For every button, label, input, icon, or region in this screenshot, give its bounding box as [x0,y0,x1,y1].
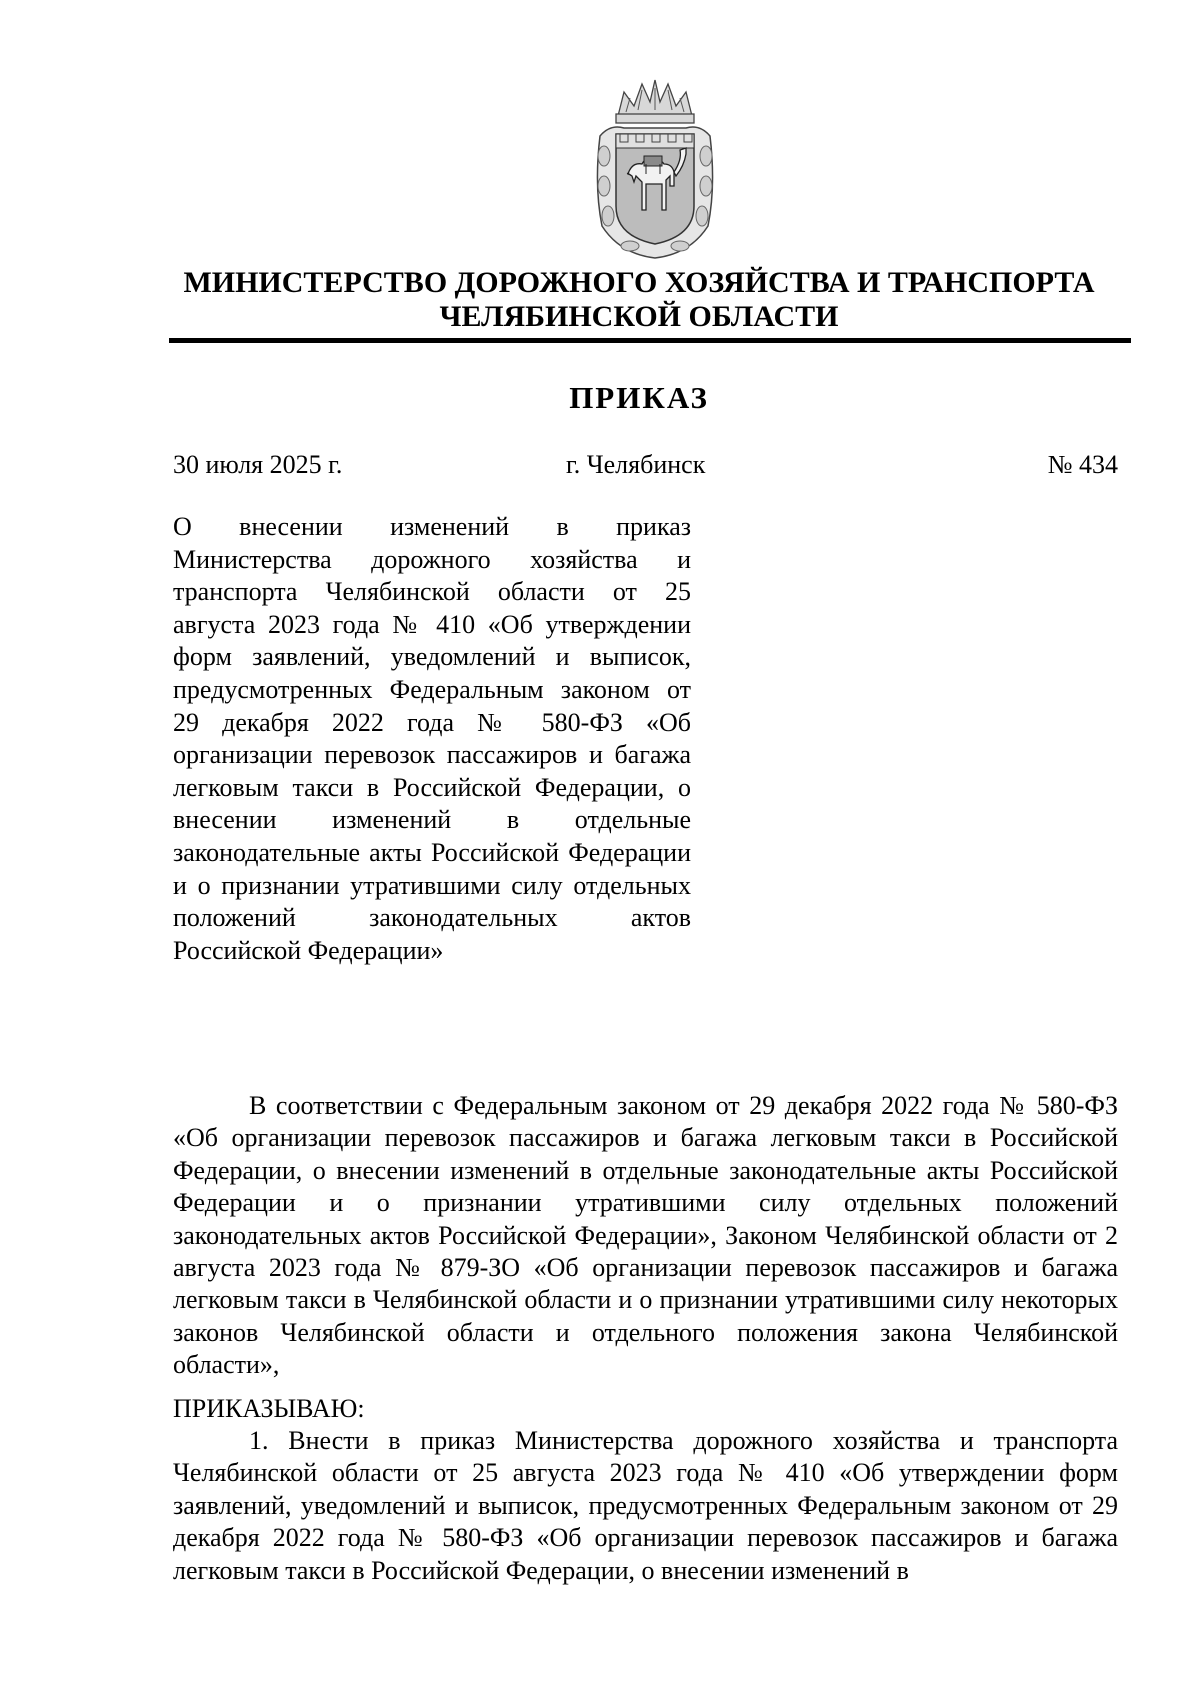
chelyabinsk-coat-of-arms-icon [590,76,720,260]
order-command: ПРИКАЗЫВАЮ: [173,1394,365,1423]
order-item-1: 1. Внести в приказ Министерства дорожного хозяйства и транспорта Челябинской области от 25 августа 2023 года № 410 «Об утверждении форм заявлений, уведомлений и выписок, предусмотренных Федеральным законом от 29 декабря 2022 года № 580-ФЗ «Об организации перевозок пассажиров и багажа легковым такси в Российской Федерации, о внесении изменений в [173,1426,1118,1585]
order-number: № 434 [1047,450,1118,479]
preamble-paragraph: В соответствии с Федеральным законом от 29 декабря 2022 года № 580-ФЗ «Об организации перевозок пассажиров и багажа легковым такси в Российской Федерации, о внесении изменений в отдельные законодательные акты Российской Федерации и о признании утратившими силу отдельных положений законодательных актов Российской Федерации», Законом Челябинской области от 2 августа 2023 года № 879-ЗО «Об организации перевозок пассажиров и багажа легковым такси в Челябинской области и о признании утратившими силу некоторых законов Челябинской области и отдельного положения закона Челябинской области», [173,1091,1118,1380]
ministry-name-line-1: МИНИСТЕРСТВО ДОРОЖНОГО ХОЗЯЙСТВА И ТРАНСПОРТА [183,266,1095,299]
order-city: г. Челябинск [566,450,706,479]
ministry-name-line-2: ЧЕЛЯБИНСКОЙ ОБЛАСТИ [439,300,839,333]
document-title: ПРИКАЗ [569,380,709,415]
order-subject: О внесении изменений в приказ Министерства дорожного хозяйства и транспорта Челябинской области от 25 августа 2023 года № 410 «Об утверждении форм заявлений, уведомлений и выписок, предусмотренных Федеральным законом от 29 декабря 2022 года № 580-ФЗ «Об организации перевозок пассажиров и багажа легковым такси в Российской Федерации, о внесении изменений в отдельные законодательные акты Российской Федерации и о признании утратившими силу отдельных положений законодательных актов Российской Федерации» [173,512,691,965]
order-date: 30 июля 2025 г. [173,450,343,479]
header-divider [169,338,1131,343]
